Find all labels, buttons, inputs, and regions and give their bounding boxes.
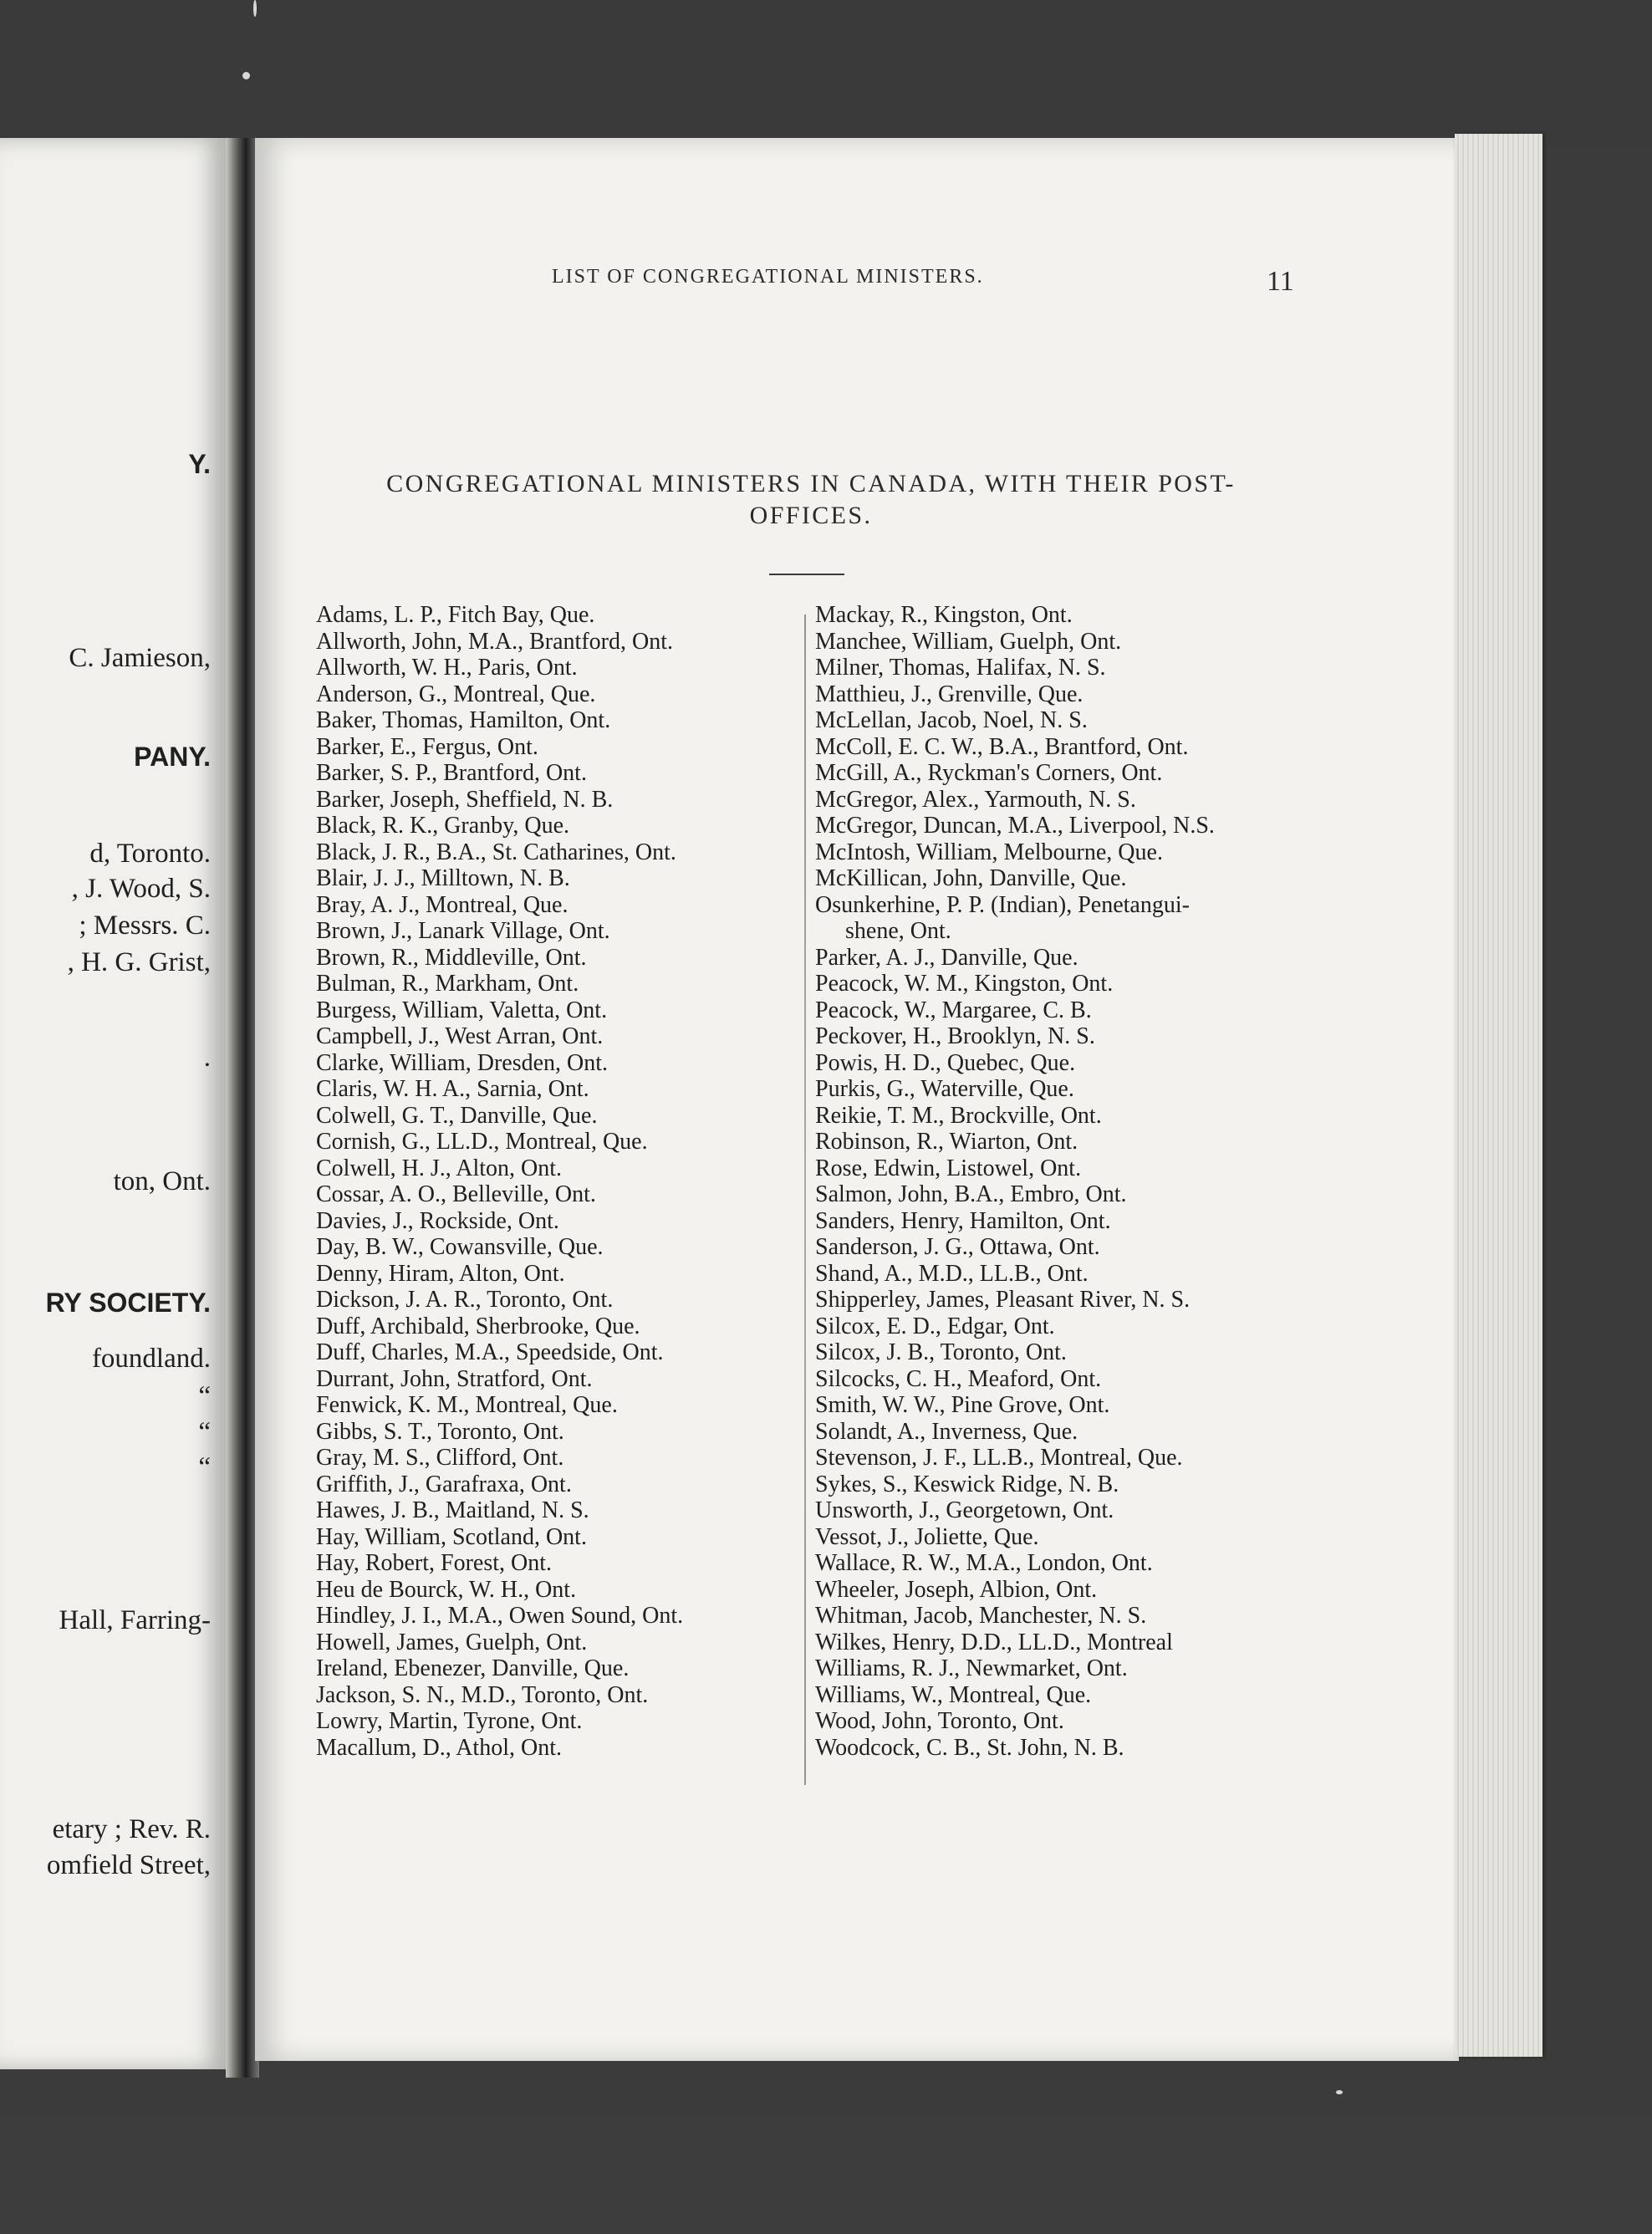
minister-entry: Silcox, E. D., Edgar, Ont. bbox=[815, 1313, 1055, 1339]
previous-page-fragment: ; Messrs. C. bbox=[79, 910, 211, 941]
minister-entry: McLellan, Jacob, Noel, N. S. bbox=[815, 707, 1088, 733]
minister-entry: Peckover, H., Brooklyn, N. S. bbox=[815, 1023, 1095, 1049]
minister-entry: Salmon, John, B.A., Embro, Ont. bbox=[815, 1181, 1127, 1207]
minister-entry: Barker, E., Fergus, Ont. bbox=[316, 733, 538, 760]
minister-entry: Durrant, John, Stratford, Ont. bbox=[316, 1365, 593, 1392]
minister-entry: Parker, A. J., Danville, Que. bbox=[815, 944, 1078, 971]
minister-entry: Manchee, William, Guelph, Ont. bbox=[815, 628, 1122, 655]
list-title bbox=[343, 468, 1279, 532]
dust-speck bbox=[242, 72, 250, 79]
minister-entry: Milner, Thomas, Halifax, N. S. bbox=[815, 655, 1106, 681]
ministers-column-left bbox=[316, 602, 784, 1761]
previous-page-fragment: d, Toronto. bbox=[89, 839, 211, 869]
minister-entry: Fenwick, K. M., Montreal, Que. bbox=[316, 1392, 618, 1418]
previous-page-fragment: “ bbox=[198, 1381, 211, 1411]
minister-entry: Brown, R., Middleville, Ont. bbox=[316, 944, 587, 971]
minister-entry: Denny, Hiram, Alton, Ont. bbox=[316, 1260, 565, 1287]
minister-entry: Adams, L. P., Fitch Bay, Que. bbox=[316, 602, 595, 628]
minister-entry: Allworth, W. H., Paris, Ont. bbox=[316, 655, 578, 681]
minister-entry: McIntosh, William, Melbourne, Que. bbox=[815, 839, 1163, 865]
minister-entry: Claris, W. H. A., Sarnia, Ont. bbox=[316, 1076, 589, 1102]
minister-entry: Powis, H. D., Quebec, Que. bbox=[815, 1049, 1076, 1076]
previous-page-fragment: , H. G. Grist, bbox=[67, 947, 211, 977]
minister-entry: Jackson, S. N., M.D., Toronto, Ont. bbox=[316, 1681, 649, 1708]
minister-entry: Day, B. W., Cowansville, Que. bbox=[316, 1234, 604, 1260]
minister-entry: Heu de Bourck, W. H., Ont. bbox=[316, 1576, 577, 1603]
minister-entry: Peacock, W. M., Kingston, Ont. bbox=[815, 971, 1114, 997]
page-edges bbox=[1455, 134, 1542, 2057]
minister-entry: Shipperley, James, Pleasant River, N. S. bbox=[815, 1287, 1191, 1313]
minister-entry: McColl, E. C. W., B.A., Brantford, Ont. bbox=[815, 733, 1189, 760]
minister-entry: Sanderson, J. G., Ottawa, Ont. bbox=[815, 1234, 1100, 1260]
running-head: LIST OF CONGREGATIONAL MINISTERS. bbox=[552, 266, 984, 288]
minister-entry: Shand, A., M.D., LL.B., Ont. bbox=[815, 1260, 1089, 1287]
title-rule bbox=[769, 574, 844, 575]
minister-entry: Duff, Archibald, Sherbrooke, Que. bbox=[316, 1313, 640, 1339]
previous-page-fragment: Hall, Farring- bbox=[59, 1605, 211, 1635]
minister-entry: Mackay, R., Kingston, Ont. bbox=[815, 602, 1073, 628]
minister-entry: McKillican, John, Danville, Que. bbox=[815, 865, 1127, 891]
minister-entry: Williams, R. J., Newmarket, Ont. bbox=[815, 1655, 1128, 1681]
minister-entry: Silcox, J. B., Toronto, Ont. bbox=[815, 1339, 1067, 1365]
minister-entry: Cornish, G., LL.D., Montreal, Que. bbox=[316, 1129, 648, 1155]
minister-entry: Black, R. K., Granby, Que. bbox=[316, 813, 570, 839]
page-number: 11 bbox=[1267, 266, 1294, 297]
list-title-line-1: CONGREGATIONAL MINISTERS IN CANADA, WITH THEIR POST- bbox=[386, 470, 1236, 497]
minister-entry: Howell, James, Guelph, Ont. bbox=[316, 1629, 588, 1655]
minister-entry: Rose, Edwin, Listowel, Ont. bbox=[815, 1155, 1082, 1181]
minister-entry: McGill, A., Ryckman's Corners, Ont. bbox=[815, 760, 1163, 786]
previous-page-fragment: PANY. bbox=[134, 742, 211, 772]
minister-entry: Lowry, Martin, Tyrone, Ont. bbox=[316, 1708, 583, 1734]
minister-entry: Barker, Joseph, Sheffield, N. B. bbox=[316, 786, 614, 813]
previous-page-fragment: . bbox=[203, 1043, 211, 1073]
minister-entry: Hay, Robert, Forest, Ont. bbox=[316, 1550, 553, 1576]
minister-entry: Matthieu, J., Grenville, Que. bbox=[815, 681, 1083, 707]
minister-entry: Wilkes, Henry, D.D., LL.D., Montreal bbox=[815, 1629, 1173, 1655]
minister-entry: Duff, Charles, M.A., Speedside, Ont. bbox=[316, 1339, 664, 1365]
minister-entry: Bray, A. J., Montreal, Que. bbox=[316, 891, 569, 918]
column-divider bbox=[804, 615, 806, 1785]
minister-entry: Robinson, R., Wiarton, Ont. bbox=[815, 1129, 1078, 1155]
minister-entry: Sanders, Henry, Hamilton, Ont. bbox=[815, 1207, 1111, 1234]
ministers-column-right bbox=[815, 602, 1317, 1761]
minister-entry: Smith, W. W., Pine Grove, Ont. bbox=[815, 1392, 1110, 1418]
minister-entry: Campbell, J., West Arran, Ont. bbox=[316, 1023, 604, 1049]
minister-entry: Hindley, J. I., M.A., Owen Sound, Ont. bbox=[316, 1603, 684, 1629]
minister-entry: Blair, J. J., Milltown, N. B. bbox=[316, 865, 570, 891]
book-gutter bbox=[226, 138, 259, 2078]
minister-entry: Wheeler, Joseph, Albion, Ont. bbox=[815, 1576, 1098, 1603]
minister-entry: Bulman, R., Markham, Ont. bbox=[316, 971, 579, 997]
minister-entry: Hay, William, Scotland, Ont. bbox=[316, 1523, 587, 1550]
minister-entry: Reikie, T. M., Brockville, Ont. bbox=[815, 1102, 1102, 1129]
minister-entry: Peacock, W., Margaree, C. B. bbox=[815, 997, 1092, 1023]
previous-page-fragment: foundland. bbox=[91, 1344, 211, 1374]
minister-entry: Brown, J., Lanark Village, Ont. bbox=[316, 918, 610, 944]
minister-entry: Woodcock, C. B., St. John, N. B. bbox=[815, 1734, 1124, 1761]
minister-entry: Black, J. R., B.A., St. Catharines, Ont. bbox=[316, 839, 676, 865]
minister-entry: Allworth, John, M.A., Brantford, Ont. bbox=[316, 628, 673, 655]
minister-entry: Anderson, G., Montreal, Que. bbox=[316, 681, 596, 707]
minister-entry: Macallum, D., Athol, Ont. bbox=[316, 1734, 562, 1761]
minister-entry: Vessot, J., Joliette, Que. bbox=[815, 1523, 1039, 1550]
minister-entry: Wallace, R. W., M.A., London, Ont. bbox=[815, 1550, 1153, 1576]
minister-entry: Burgess, William, Valetta, Ont. bbox=[316, 997, 608, 1023]
minister-entry: Clarke, William, Dresden, Ont. bbox=[316, 1049, 609, 1076]
previous-page-fragment: Y. bbox=[188, 449, 211, 479]
minister-entry: Williams, W., Montreal, Que. bbox=[815, 1681, 1092, 1708]
minister-entry: Colwell, G. T., Danville, Que. bbox=[316, 1102, 598, 1129]
minister-entry: Solandt, A., Inverness, Que. bbox=[815, 1418, 1078, 1445]
minister-entry: Whitman, Jacob, Manchester, N. S. bbox=[815, 1603, 1147, 1629]
minister-entry: Colwell, H. J., Alton, Ont. bbox=[316, 1155, 563, 1181]
previous-page-fragment: etary ; Rev. R. bbox=[52, 1814, 211, 1844]
minister-entry: Purkis, G., Waterville, Que. bbox=[815, 1076, 1074, 1102]
previous-page-fragment: , J. Wood, S. bbox=[71, 874, 211, 904]
previous-page-fragment: omfield Street, bbox=[46, 1850, 211, 1880]
minister-entry: McGregor, Duncan, M.A., Liverpool, N.S. bbox=[815, 813, 1215, 839]
minister-entry: Gray, M. S., Clifford, Ont. bbox=[316, 1445, 564, 1471]
minister-entry: Osunkerhine, P. P. (Indian), Penetangui- bbox=[815, 891, 1190, 918]
minister-entry: Unsworth, J., Georgetown, Ont. bbox=[815, 1497, 1114, 1523]
previous-page-fragment: C. Jamieson, bbox=[69, 643, 211, 673]
list-title-line-2: OFFICES. bbox=[749, 502, 873, 529]
previous-page-fragment: “ bbox=[198, 1452, 211, 1482]
dust-speck bbox=[253, 0, 257, 17]
minister-entry: Dickson, J. A. R., Toronto, Ont. bbox=[316, 1287, 614, 1313]
minister-entry: Silcocks, C. H., Meaford, Ont. bbox=[815, 1365, 1102, 1392]
minister-entry: Wood, John, Toronto, Ont. bbox=[815, 1708, 1064, 1734]
dust-speck bbox=[1336, 2090, 1343, 2094]
minister-entry: Gibbs, S. T., Toronto, Ont. bbox=[316, 1418, 564, 1445]
minister-entry: Davies, J., Rockside, Ont. bbox=[316, 1207, 559, 1234]
previous-page-fragment: RY SOCIETY. bbox=[45, 1288, 211, 1318]
previous-page-fragment: ton, Ont. bbox=[113, 1166, 211, 1196]
scan-backdrop-bottom bbox=[0, 2115, 1652, 2234]
minister-entry: Cossar, A. O., Belleville, Ont. bbox=[316, 1181, 596, 1207]
minister-entry: Hawes, J. B., Maitland, N. S. bbox=[316, 1497, 589, 1523]
minister-entry: Barker, S. P., Brantford, Ont. bbox=[316, 760, 587, 786]
minister-entry: Stevenson, J. F., LL.B., Montreal, Que. bbox=[815, 1445, 1183, 1471]
minister-entry: Griffith, J., Garafraxa, Ont. bbox=[316, 1471, 572, 1497]
previous-page bbox=[0, 138, 226, 2069]
minister-entry: McGregor, Alex., Yarmouth, N. S. bbox=[815, 786, 1136, 813]
minister-entry: Ireland, Ebenezer, Danville, Que. bbox=[316, 1655, 630, 1681]
minister-entry: Sykes, S., Keswick Ridge, N. B. bbox=[815, 1471, 1119, 1497]
previous-page-fragment: “ bbox=[198, 1417, 211, 1447]
minister-entry: Baker, Thomas, Hamilton, Ont. bbox=[316, 707, 611, 733]
minister-entry-continuation: shene, Ont. bbox=[845, 918, 951, 944]
